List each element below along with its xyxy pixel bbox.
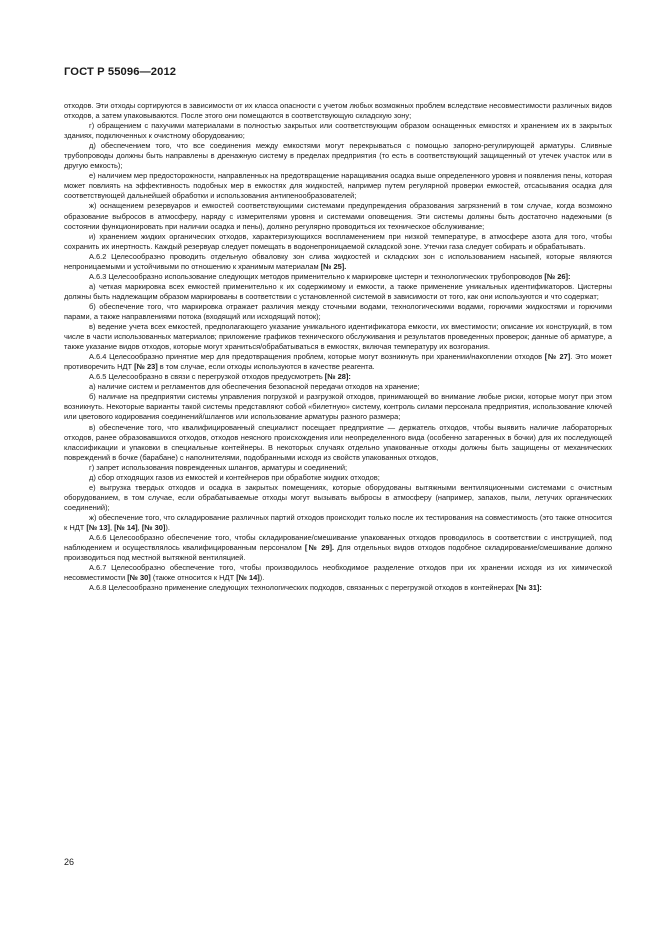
text-segment: , <box>109 522 115 532</box>
page-number: 26 <box>64 857 75 867</box>
paragraph <box>64 141 612 171</box>
document-body <box>64 101 612 593</box>
paragraph <box>64 232 612 252</box>
reference-number: [№ 30] <box>141 522 166 532</box>
paragraph <box>64 372 612 382</box>
reference-number: [№ 31]: <box>515 583 542 593</box>
text-segment: отходов. Эти отходы сортируются в зависимости от их класса опасности с учетом любых возможных проблем вследствие несовместимости различных видов отходов, а затем упаковываются. После этого они помещаются в соответствующую складскую зону; <box>64 101 612 121</box>
paragraph <box>64 473 612 483</box>
text-segment: в) ведение учета всех емкостей, предполагающего указание уникального идентификатора емкости, их вместимости; описание их конструкций, в том числе в части использованных материалов; приложение графиков технического обслуживания и результатов проведенных проверок; данные об арматуре, а также указание видов отходов, которые могут храниться/обрабатываться в емкостях, включая температуру их возгорания. <box>64 322 612 352</box>
paragraph <box>64 282 612 302</box>
paragraph <box>64 583 612 593</box>
text-segment: А.6.3 Целесообразно использование следующих методов применительно к маркировке цистерн и технологических трубопроводов <box>89 271 545 281</box>
paragraph <box>64 533 612 563</box>
reference-number: [№ 30] <box>127 573 151 583</box>
reference-number: [№ 14] <box>114 522 138 532</box>
text-segment: , <box>137 522 142 532</box>
text-segment: А.6.6 Целесообразно обеспечение того, чтобы складирование/смешивание упакованных отходов проводилось в соответствии с инструкцией, под наблюдением и осуществлялось квалифицированным персоналом <box>64 533 612 553</box>
text-segment: ). <box>259 573 265 583</box>
reference-number: [№ 28]: <box>324 372 351 382</box>
paragraph <box>64 302 612 322</box>
text-segment: а) наличие систем и регламентов для обеспечения безопасной передачи отходов на хранение; <box>89 382 420 392</box>
paragraph <box>64 513 612 533</box>
paragraph <box>64 352 612 372</box>
paragraph <box>64 392 612 422</box>
text-segment: в) обеспечение того, что квалифицированный специалист посещает предприятие — держатель отходов, чтобы выявить наличие лабораторных отходов, ранее образовавшихся отходов, отходов неясного происхождения или неопределенного вида (особенно затаренных в бочки) для их последующей классификации и упаковки в специальные контейнеры. В некоторых случаях отдельно упакованные отходы должны быть защищены от механических повреждений в бочке (барабане) с наполнителями, подобранными исходя из свойств упакованных отходов, <box>64 422 612 462</box>
reference-number: [№ 29]. <box>304 543 335 553</box>
paragraph <box>64 483 612 513</box>
text-segment: А.6.2 Целесообразно проводить отдельную обваловку зон слива жидкостей и складских зон с использованием насыпей, которые являются непроницаемыми и устойчивыми по отношению к хранимым материалам <box>64 251 612 271</box>
reference-number: [№ 26]: <box>544 271 571 281</box>
reference-number: [№ 25]. <box>320 261 347 271</box>
paragraph <box>64 322 612 352</box>
reference-number: [№ 13] <box>86 522 110 532</box>
text-segment: б) наличие на предприятии системы управления погрузкой и разгрузкой отходов, принимающей во внимание любые риски, которые могут при этом возникнуть. Некоторые варианты такой системы представляют собой «билетную» систему, контроль силами персонала предприятия, использование ключей или цветового кодирования соединений/шлангов или использование арматуры разного размера; <box>64 392 612 422</box>
text-segment: б) обеспечение того, что маркировка отражает различия между сточными водами, технологическими водами, горючими жидкостями и горючими парами, а также направлениями потока (входящий или исходящий поток); <box>64 301 612 321</box>
text-segment: ). <box>165 522 170 532</box>
text-segment: А.6.8 Целесообразно применение следующих технологических подходов, связанных с перегрузкой отходов в контейнерах <box>89 583 516 593</box>
text-segment: е) наличием мер предосторожности, направленных на предотвращение наращивания осадка выше определенного уровня и появления пены, которая может повлиять на эффективность подобных мер в емкостях для жидкостей, например путем регулярной проверки емкостей, отсасывания осадка для соответствующей дальнейшей обработки и использования антипенообразователей; <box>64 171 612 201</box>
text-segment: Для отдельных видов отходов подобное складирование/смешивание должно производиться под местной вытяжной вентиляцией. <box>64 543 612 563</box>
paragraph <box>64 272 612 282</box>
text-segment: и) хранением жидких органических отходов, характеризующихся воспламенением при низкой температуре, в атмосфере азота для того, чтобы сохранить их инертность. Каждый резервуар следует помещать в водонепроницаемой складской зоне. Утечки газа следует собирать и обрабатывать. <box>64 231 612 251</box>
paragraph <box>64 563 612 583</box>
text-segment: г) запрет использования поврежденных шлангов, арматуры и соединений; <box>89 462 348 472</box>
paragraph <box>64 382 612 392</box>
text-segment: ж) обеспечение того, что складирование различных партий отходов происходит только после их тестирования на совместимость (это также относится к НДТ <box>64 512 612 532</box>
text-segment: е) выгрузка твердых отходов и осадка в закрытых помещениях, которые оборудованы вытяжными вентиляционными системами с очистным оборудованием, в том случае, если обрабатываемые отходы могут вызывать выбросы в атмосферу (например, запахов, пыли, летучих органических соединений); <box>64 482 612 512</box>
paragraph <box>64 101 612 121</box>
reference-number: [№ 23] <box>134 362 158 372</box>
text-segment: а) четкая маркировка всех емкостей применительно к их содержимому и емкости, а также применение уникальных идентификаторов. Цистерны должны быть надлежащим образом маркированы в соответствии с установленной системой в зависимости от того, как они используются и что содержат; <box>64 281 612 301</box>
reference-number: [№ 14] <box>236 573 260 583</box>
paragraph <box>64 463 612 473</box>
text-segment: д) обеспечением того, что все соединения между емкостями могут перекрываться с помощью запорно-регулирующей арматуры. Сливные трубопроводы должны быть направлены в дренажную систему в пределах предприятия (то есть в соответствующий защищенный от утечек участок или в другую емкость); <box>64 141 612 171</box>
paragraph <box>64 423 612 463</box>
text-segment: А.6.7 Целесообразно обеспечение того, чтобы производилось необходимое разделение отходов при их хранении исходя из их химической несовместимости <box>64 563 612 583</box>
text-segment: д) сбор отходящих газов из емкостей и контейнеров при обработке жидких отходов; <box>89 472 380 482</box>
text-segment: в том случае, если отходы используются в качестве реагента. <box>157 362 375 372</box>
paragraph <box>64 171 612 201</box>
paragraph <box>64 201 612 231</box>
paragraph <box>64 252 612 272</box>
text-segment: А.6.5 Целесообразно в связи с перегрузкой отходов предусмотреть <box>89 372 325 382</box>
text-segment: ж) оснащением резервуаров и емкостей соответствующими системами предупреждения образования загрязнений в том случае, когда возможно образование выбросов в атмосферу, наряду с измерителями уровня и системами оповещения. Эти системы должны быть достаточно надежными (в состоянии функционировать при наличии осадка и пены), должно регулярно проводиться их техническое обслуживание; <box>64 201 612 231</box>
text-segment: А.6.4 Целесообразно принятие мер для предотвращения проблем, которые могут возникнуть при хранении/накоплении отходов <box>89 352 545 362</box>
text-segment: . Это может противоречить НДТ <box>64 352 612 372</box>
document-header: ГОСТ Р 55096—2012 <box>64 66 177 78</box>
text-segment: (также относится к НДТ <box>150 573 237 583</box>
reference-number: [№ 27] <box>544 352 571 362</box>
paragraph <box>64 121 612 141</box>
text-segment: г) обращением с пахучими материалами в полностью закрытых или соответствующим образом оснащенных емкостях и хранением их в закрытых зданиях, подключенных к очистному оборудованию; <box>64 121 612 141</box>
